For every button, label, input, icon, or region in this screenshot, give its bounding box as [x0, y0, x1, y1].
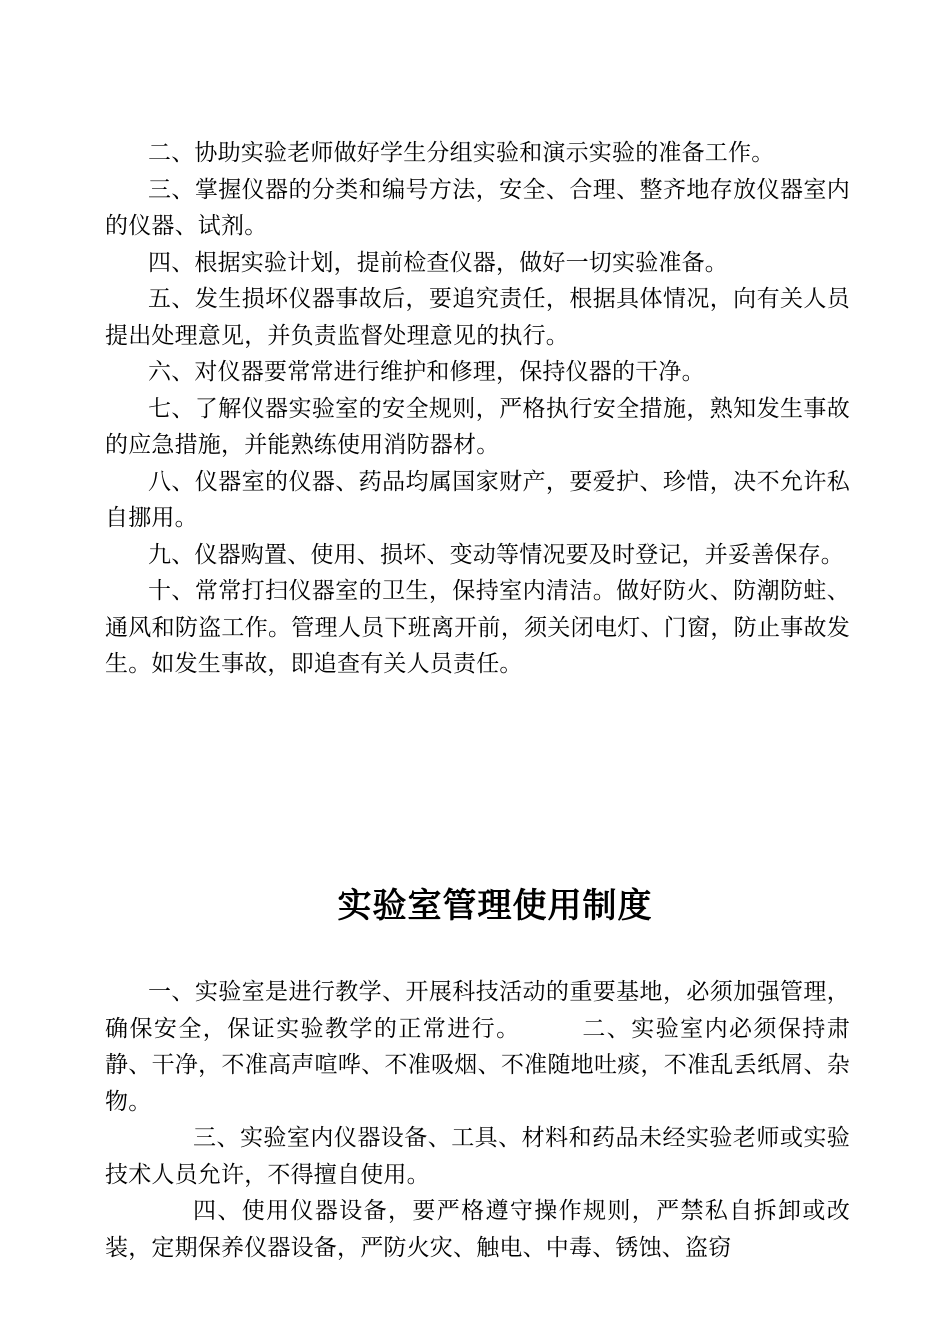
lab-rule-paragraph-4: 四、使用仪器设备，要严格遵守操作规则，严禁私自拆卸或改装，定期保养仪器设备，严防火灾、触电、中毒、锈蚀、盗窃 [105, 1198, 850, 1261]
rule-paragraph-9: 九、仪器购置、使用、损坏、变动等情况要及时登记，并妥善保存。 [148, 541, 844, 568]
rule-paragraph-5: 五、发生损坏仪器事故后，要追究责任，根据具体情况，向有关人员提出处理意见，并负责监督处理意见的执行。 [105, 286, 850, 349]
rule-paragraph-10: 十、常常打扫仪器室的卫生，保持室内清洁。做好防火、防潮防蛀、通风和防盗工作。管理人员下班离开前，须关闭电灯、门窗，防止事故发生。如发生事故，即追查有关人员责任。 [105, 578, 850, 677]
rule-paragraph-4: 四、根据实验计划，提前检查仪器，做好一切实验准备。 [148, 249, 728, 276]
rule-paragraph-6: 六、对仪器要常常进行维护和修理，保持仪器的干净。 [148, 359, 705, 385]
rule-paragraph-8: 八、仪器室的仪器、药品均属国家财产，要爱护、珍惜，决不允许私自挪用。 [105, 468, 850, 531]
lab-rule-paragraph-3: 三、实验室内仪器设备、工具、材料和药品未经实验老师或实验技术人员允许，不得擅自使用。 [105, 1125, 850, 1188]
rule-paragraph-7: 七、了解仪器实验室的安全规则，严格执行安全措施，熟知发生事故的应急措施，并能熟练使用消防器材。 [105, 395, 850, 458]
rule-paragraph-2: 二、协助实验老师做好学生分组实验和演示实验的准备工作。 [148, 140, 775, 166]
rule-paragraph-3: 三、掌握仪器的分类和编号方法，安全、合理、整齐地存放仪器室内的仪器、试剂。 [105, 176, 850, 239]
section-title: 实验室管理使用制度 [337, 886, 653, 926]
instrument-room-rules [105, 135, 850, 683]
lab-rule-paragraph-1-2: 一、实验室是进行教学、开展科技活动的重要基地，必须加强管理，确保安全，保证实验教学的正常进行。 二、实验室内必须保持肃静、干净，不准高声喧哗、不准吸烟、不准随地吐痰，不准乱丢纸屑、杂物。 [105, 979, 850, 1115]
lab-management-rules [105, 974, 850, 1266]
